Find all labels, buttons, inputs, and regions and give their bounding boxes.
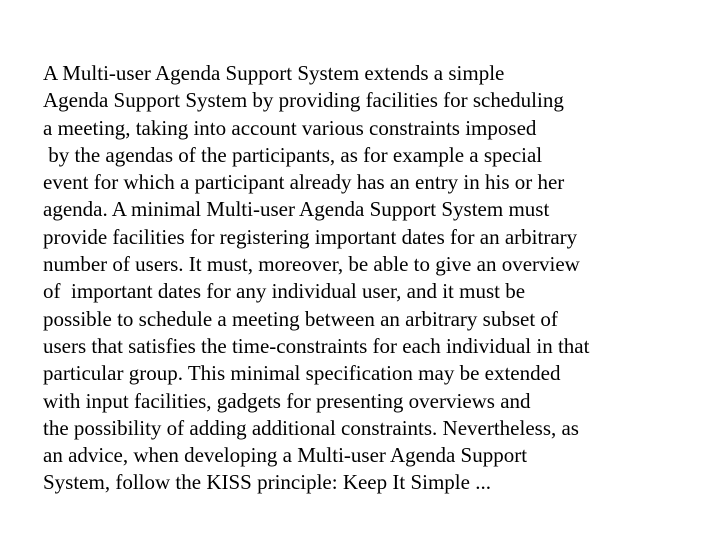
- body-paragraph: [43, 60, 713, 497]
- paragraph-line: number of users. It must, moreover, be able to give an overview: [43, 252, 580, 277]
- paragraph-line: an advice, when developing a Multi-user Agenda Support: [43, 443, 528, 468]
- paragraph-line: of important dates for any individual user, and it must be: [43, 279, 526, 304]
- paragraph-line: the possibility of adding additional constraints. Nevertheless, as: [43, 415, 579, 440]
- paragraph-line: System, follow the KISS principle: Keep It Simple ...: [43, 470, 491, 495]
- paragraph-line: a meeting, taking into account various constraints imposed: [43, 115, 537, 140]
- paragraph-line: Agenda Support System by providing facilities for scheduling: [43, 88, 564, 113]
- paragraph-line: with input facilities, gadgets for presenting overviews and: [43, 388, 531, 413]
- paragraph-line: agenda. A minimal Multi-user Agenda Support System must: [43, 197, 550, 222]
- paragraph-line: particular group. This minimal specification may be extended: [43, 361, 561, 386]
- paragraph-line: provide facilities for registering important dates for an arbitrary: [43, 224, 578, 249]
- paragraph-line: users that satisfies the time-constraints for each individual in that: [43, 333, 590, 358]
- paragraph-line: A Multi-user Agenda Support System extends a simple: [43, 61, 505, 85]
- paragraph-line: event for which a participant already has an entry in his or her: [43, 170, 565, 195]
- paragraph-line: by the agendas of the participants, as for example a special: [43, 142, 543, 167]
- paragraph-line: possible to schedule a meeting between an arbitrary subset of: [43, 306, 558, 331]
